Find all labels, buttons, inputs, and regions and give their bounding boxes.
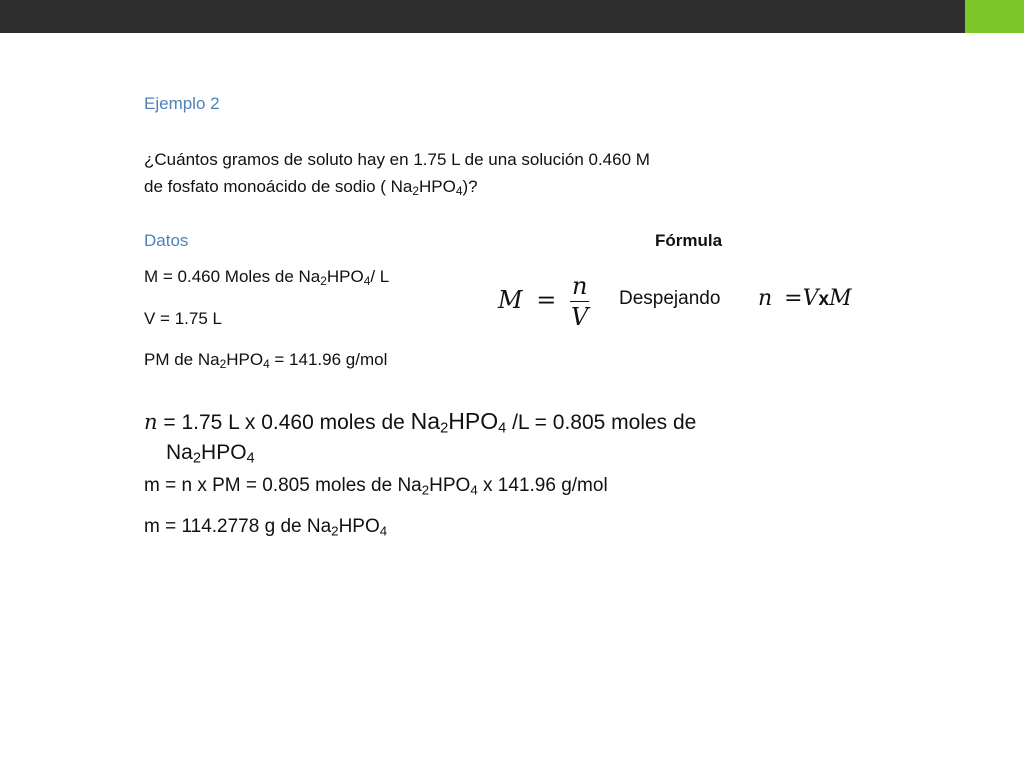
calc-line-2: $Na_2HPO_4$ [166, 441, 255, 467]
datos-molarity: M = 0.460 Moles de $Na_2HPO_4/$ L [144, 267, 390, 288]
question-line-2: de fosfato monoácido de sodio ( $Na_2HPO_4$)? [144, 177, 478, 198]
rearranged-formula: n =VxM [758, 286, 852, 311]
formula-fraction: $\frac{n}{V}$ [571, 272, 589, 331]
calc-line-1: n = 1.75 L x 0.460 moles de $Na_2HPO_4$ /L = 0.805 moles de [144, 408, 697, 437]
calc-result: m = 114.2778 g de $Na_2HPO_4$ [144, 516, 388, 539]
datos-volume: V = 1.75 L [144, 309, 222, 328]
calc-line-3: m = n x PM = 0.805 moles de $Na_2HPO_4$ x 141.96 g/mol [144, 475, 608, 498]
molarity-formula: M = $\frac{n}{V}$ [498, 272, 589, 331]
datos-molar-mass: PM de $Na_2HPO_4 = 141.96$ g/mol [144, 350, 388, 371]
formula-heading: Fórmula [655, 231, 723, 250]
slide-title: Ejemplo 2 [144, 94, 220, 113]
top-bar [0, 0, 965, 33]
datos-heading: Datos [144, 231, 189, 250]
top-accent-block [965, 0, 1024, 33]
despejando-label: Despejando [619, 288, 721, 309]
question-line-1: ¿Cuántos gramos de soluto hay en 1.75 L de una solución 0.460 M [144, 150, 650, 169]
